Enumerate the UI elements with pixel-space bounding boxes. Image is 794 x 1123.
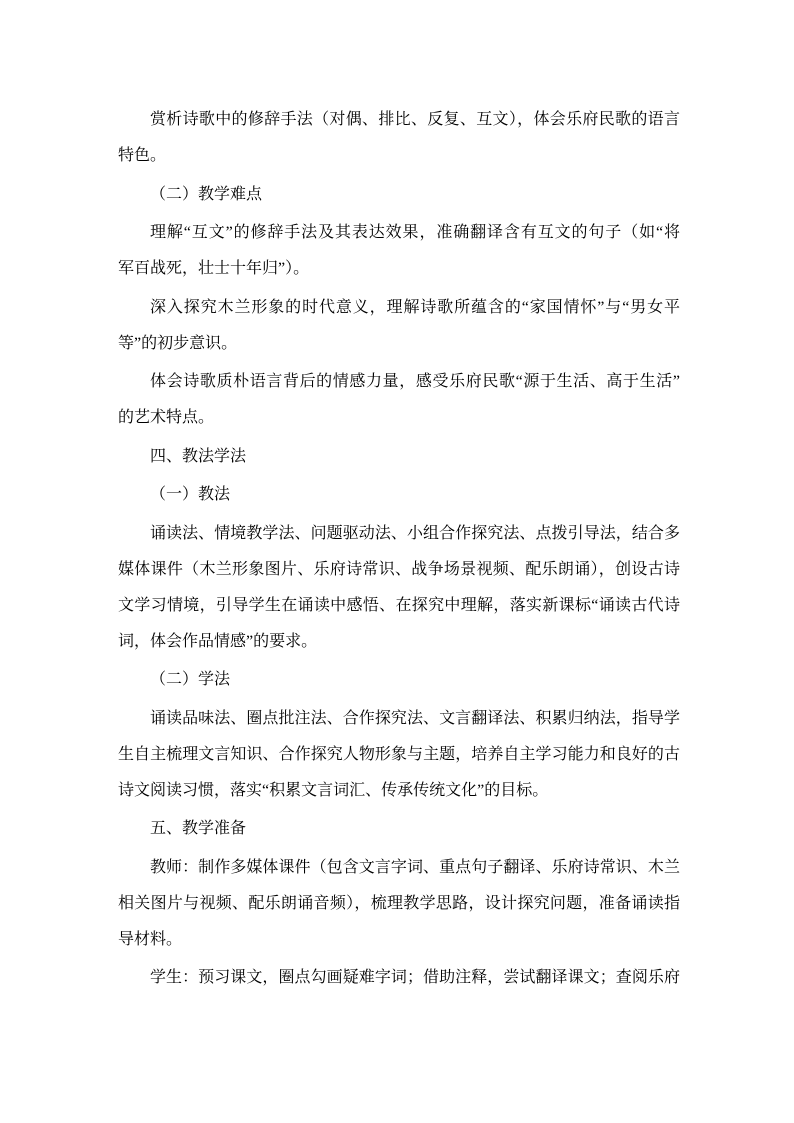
body-paragraph xyxy=(118,701,680,809)
heading-text: （二）学法 xyxy=(150,671,231,688)
subsection-heading xyxy=(118,662,680,698)
text-line: 深入探究木兰形象的时代意义，理解诗歌所蕴含的“家国情怀”与“男女平 xyxy=(150,298,680,316)
text-line: 相关图片与视频、配乐朗诵音频），梳理教学思路，设计探究问题，准备诵读指 xyxy=(118,894,680,912)
body-paragraph xyxy=(118,960,680,996)
heading-text: 四、教法学法 xyxy=(150,447,247,465)
body-paragraph xyxy=(118,215,680,287)
text-line: 诗文阅读习惯，落实“积累文言词汇、传承传统文化”的目标。 xyxy=(118,781,549,799)
text-line: 词，体会作品情感”的要求。 xyxy=(118,632,318,650)
text-line: 学生：预习课文，圈点勾画疑难字词；借助注释，尝试翻译课文；查阅乐府 xyxy=(150,969,680,986)
text-line: 军百战死，壮士十年归”）。 xyxy=(118,260,310,277)
text-line: 特色。 xyxy=(118,147,167,164)
heading-text: 五、教学准备 xyxy=(150,820,247,837)
text-line: 导材料。 xyxy=(118,930,183,948)
text-line: 诵读品味法、圈点批注法、合作探究法、文言翻译法、积累归纳法，指导学 xyxy=(150,709,680,727)
document-body xyxy=(118,102,680,999)
text-line: 教师：制作多媒体课件（包含文言字词、重点句子翻译、乐府诗常识、木兰 xyxy=(150,858,680,876)
text-line: 生自主梳理文言知识、合作探究人物形象与主题，培养自主学习能力和良好的古 xyxy=(118,745,680,763)
body-paragraph xyxy=(118,516,680,660)
subsection-heading xyxy=(118,477,680,513)
text-line: 诵读法、情境教学法、问题驱动法、小组合作探究法、点拨引导法，结合多 xyxy=(150,524,680,542)
section-heading xyxy=(118,439,680,475)
text-line: 赏析诗歌中的修辞手法（对偶、排比、反复、互文），体会乐府民歌的语言 xyxy=(150,111,680,128)
text-line: 文学习情境，引导学生在诵读中感悟、在探究中理解，落实新课标“诵读古代诗 xyxy=(118,596,680,614)
subsection-heading xyxy=(118,177,680,213)
body-paragraph xyxy=(118,290,680,362)
text-line: 等”的初步意识。 xyxy=(118,334,238,352)
section-heading xyxy=(118,811,680,847)
heading-text: （二）教学难点 xyxy=(150,185,263,203)
body-paragraph xyxy=(118,102,680,174)
text-line: 体会诗歌质朴语言背后的情感力量，感受乐府民歌“源于生活、高于生活” xyxy=(150,373,680,390)
body-paragraph xyxy=(118,364,680,436)
body-paragraph xyxy=(118,850,680,958)
heading-text: （一）教法 xyxy=(150,486,231,503)
text-line: 理解“互文”的修辞手法及其表达效果，准确翻译含有互文的句子（如“将 xyxy=(150,224,680,241)
text-line: 的艺术特点。 xyxy=(118,409,215,426)
text-line: 媒体课件（木兰形象图片、乐府诗常识、战争场景视频、配乐朗诵），创设古诗 xyxy=(118,560,680,578)
